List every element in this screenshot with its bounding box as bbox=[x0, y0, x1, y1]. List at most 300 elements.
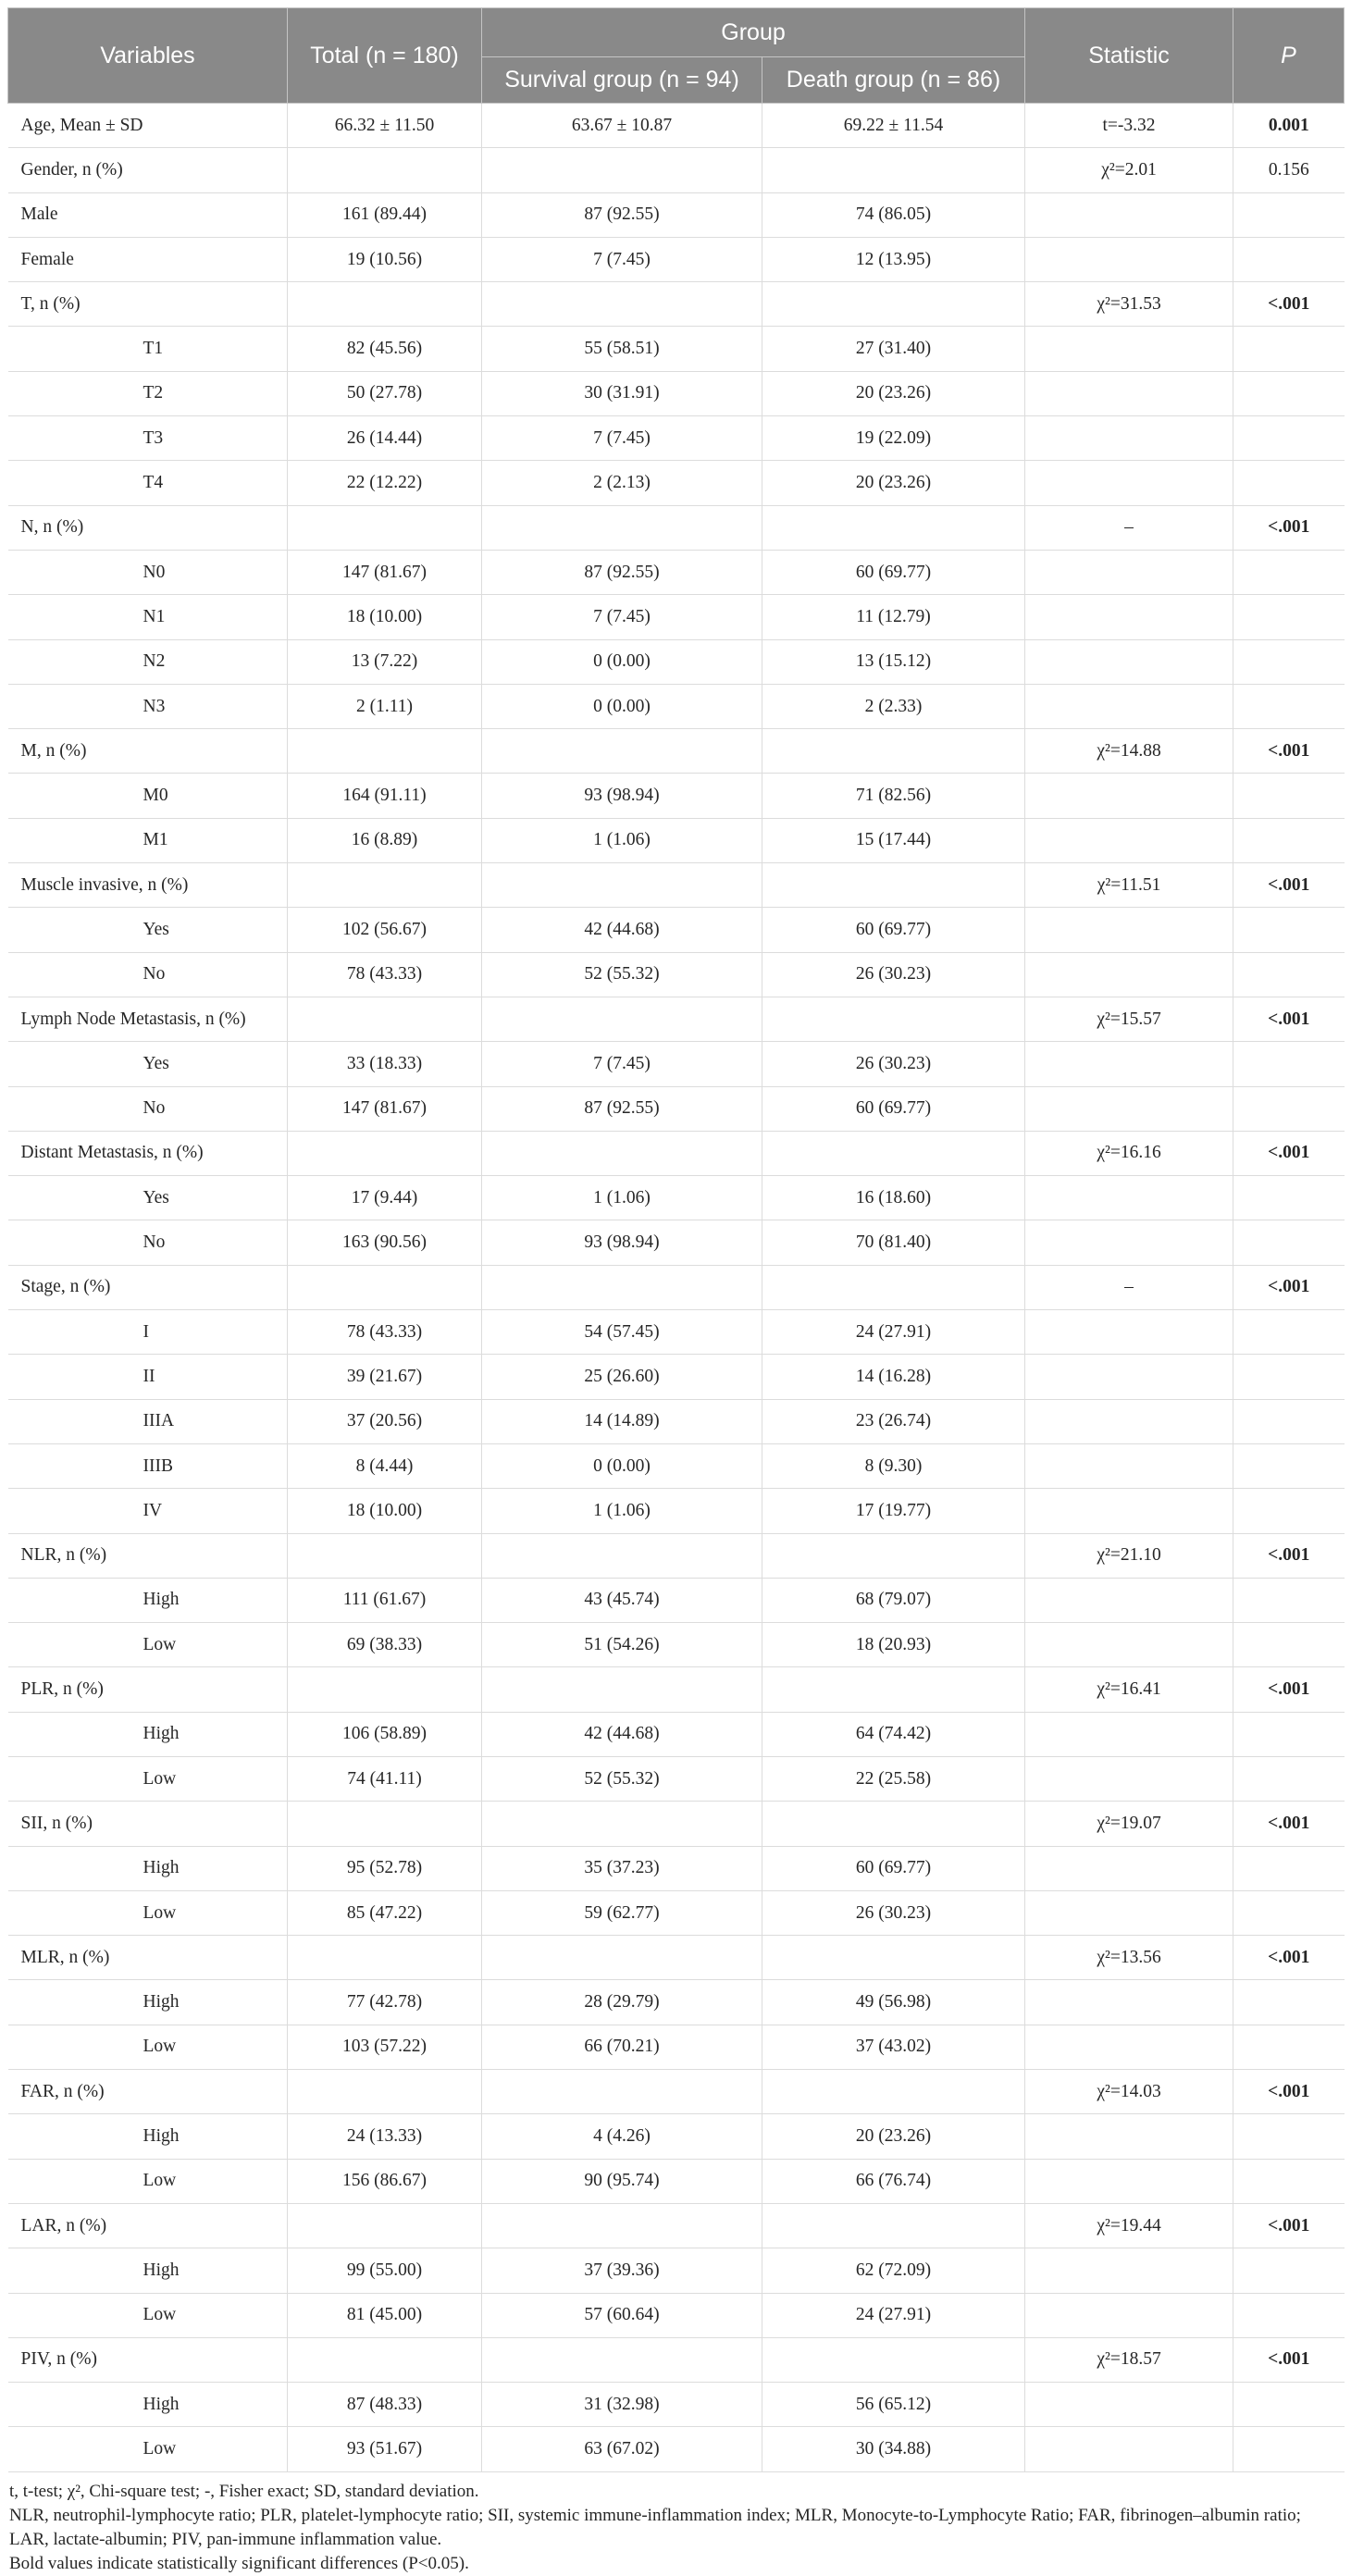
baseline-characteristics-table bbox=[7, 7, 1345, 2472]
cell-variable: Distant Metastasis, n (%) bbox=[8, 1131, 288, 1175]
cell-death: 8 (9.30) bbox=[762, 1443, 1025, 1488]
cell-total bbox=[288, 148, 482, 192]
cell-variable: PIV, n (%) bbox=[8, 2337, 288, 2382]
cell-death: 26 (30.23) bbox=[762, 952, 1025, 997]
cell-total bbox=[288, 1533, 482, 1578]
table-subrow bbox=[8, 818, 1345, 862]
cell-total: 87 (48.33) bbox=[288, 2383, 482, 2427]
cell-variable: T, n (%) bbox=[8, 282, 288, 327]
cell-death: 16 (18.60) bbox=[762, 1176, 1025, 1220]
table-subrow bbox=[8, 1756, 1345, 1801]
cell-p: <.001 bbox=[1233, 1936, 1345, 1980]
cell-survival: 93 (98.94) bbox=[482, 1220, 762, 1265]
cell-death bbox=[762, 505, 1025, 550]
cell-total: 69 (38.33) bbox=[288, 1623, 482, 1667]
cell-variable: Male bbox=[8, 192, 288, 237]
cell-survival bbox=[482, 2337, 762, 2382]
cell-variable: Low bbox=[8, 2159, 288, 2203]
cell-variable: High bbox=[8, 1712, 288, 1756]
cell-statistic bbox=[1025, 192, 1233, 237]
cell-survival: 87 (92.55) bbox=[482, 1086, 762, 1131]
cell-p bbox=[1233, 2114, 1345, 2159]
table-row bbox=[8, 2070, 1345, 2114]
footnote: t, t-test; χ², Chi-square test; -, Fisher exact; SD, standard deviation. bbox=[9, 2481, 479, 2501]
cell-statistic: χ²=18.57 bbox=[1025, 2337, 1233, 2382]
table-subrow bbox=[8, 461, 1345, 505]
cell-survival: 42 (44.68) bbox=[482, 1712, 762, 1756]
cell-death bbox=[762, 1131, 1025, 1175]
cell-variable: Low bbox=[8, 2025, 288, 2069]
cell-variable: Lymph Node Metastasis, n (%) bbox=[8, 997, 288, 1041]
cell-survival bbox=[482, 1533, 762, 1578]
cell-p: <.001 bbox=[1233, 505, 1345, 550]
table-subrow bbox=[8, 1846, 1345, 1890]
table-subrow bbox=[8, 2383, 1345, 2427]
table-subrow bbox=[8, 1086, 1345, 1131]
cell-p bbox=[1233, 2293, 1345, 2337]
cell-death: 60 (69.77) bbox=[762, 1846, 1025, 1890]
cell-statistic bbox=[1025, 2248, 1233, 2293]
cell-total: 161 (89.44) bbox=[288, 192, 482, 237]
cell-p bbox=[1233, 1890, 1345, 1935]
cell-survival: 37 (39.36) bbox=[482, 2248, 762, 2293]
table-row bbox=[8, 1936, 1345, 1980]
cell-variable: High bbox=[8, 1578, 288, 1622]
cell-total: 85 (47.22) bbox=[288, 1890, 482, 1935]
cell-total: 18 (10.00) bbox=[288, 595, 482, 639]
cell-p: <.001 bbox=[1233, 997, 1345, 1041]
cell-statistic bbox=[1025, 1578, 1233, 1622]
cell-death: 20 (23.26) bbox=[762, 2114, 1025, 2159]
cell-statistic: χ²=14.03 bbox=[1025, 2070, 1233, 2114]
cell-total bbox=[288, 1265, 482, 1309]
cell-total bbox=[288, 729, 482, 774]
table-footnotes bbox=[7, 2472, 1344, 2576]
table-subrow bbox=[8, 1578, 1345, 1622]
cell-variable: Low bbox=[8, 1756, 288, 1801]
cell-survival: 87 (92.55) bbox=[482, 192, 762, 237]
table-subrow bbox=[8, 2293, 1345, 2337]
cell-statistic bbox=[1025, 1712, 1233, 1756]
cell-p bbox=[1233, 327, 1345, 371]
cell-statistic bbox=[1025, 774, 1233, 818]
cell-total: 78 (43.33) bbox=[288, 1310, 482, 1355]
cell-p bbox=[1233, 550, 1345, 594]
cell-survival bbox=[482, 2070, 762, 2114]
cell-death: 26 (30.23) bbox=[762, 1890, 1025, 1935]
cell-variable: Low bbox=[8, 1623, 288, 1667]
cell-p bbox=[1233, 684, 1345, 728]
cell-death bbox=[762, 1265, 1025, 1309]
cell-death: 27 (31.40) bbox=[762, 327, 1025, 371]
cell-statistic: – bbox=[1025, 1265, 1233, 1309]
cell-statistic: χ²=21.10 bbox=[1025, 1533, 1233, 1578]
table-subrow bbox=[8, 774, 1345, 818]
table-subrow bbox=[8, 1310, 1345, 1355]
cell-survival: 93 (98.94) bbox=[482, 774, 762, 818]
cell-survival: 57 (60.64) bbox=[482, 2293, 762, 2337]
cell-survival bbox=[482, 1265, 762, 1309]
cell-statistic bbox=[1025, 818, 1233, 862]
cell-p bbox=[1233, 908, 1345, 952]
cell-statistic bbox=[1025, 416, 1233, 461]
cell-variable: IIIB bbox=[8, 1443, 288, 1488]
cell-survival: 43 (45.74) bbox=[482, 1578, 762, 1622]
cell-death: 74 (86.05) bbox=[762, 192, 1025, 237]
cell-statistic bbox=[1025, 639, 1233, 684]
cell-variable: SII, n (%) bbox=[8, 1802, 288, 1846]
cell-death: 62 (72.09) bbox=[762, 2248, 1025, 2293]
cell-statistic bbox=[1025, 327, 1233, 371]
cell-statistic bbox=[1025, 1623, 1233, 1667]
cell-total: 22 (12.22) bbox=[288, 461, 482, 505]
cell-statistic bbox=[1025, 1890, 1233, 1935]
cell-survival: 55 (58.51) bbox=[482, 327, 762, 371]
cell-survival: 0 (0.00) bbox=[482, 1443, 762, 1488]
cell-p: <.001 bbox=[1233, 282, 1345, 327]
table-subrow bbox=[8, 2025, 1345, 2069]
cell-p: <.001 bbox=[1233, 2070, 1345, 2114]
cell-death: 24 (27.91) bbox=[762, 2293, 1025, 2337]
cell-total: 82 (45.56) bbox=[288, 327, 482, 371]
cell-variable: High bbox=[8, 2248, 288, 2293]
cell-survival bbox=[482, 863, 762, 908]
table-row bbox=[8, 2337, 1345, 2382]
cell-total: 19 (10.56) bbox=[288, 237, 482, 281]
cell-variable: Muscle invasive, n (%) bbox=[8, 863, 288, 908]
cell-variable: M, n (%) bbox=[8, 729, 288, 774]
cell-variable: No bbox=[8, 1086, 288, 1131]
table-row bbox=[8, 1265, 1345, 1309]
cell-survival: 30 (31.91) bbox=[482, 371, 762, 415]
cell-statistic bbox=[1025, 237, 1233, 281]
cell-p bbox=[1233, 952, 1345, 997]
cell-total: 111 (61.67) bbox=[288, 1578, 482, 1622]
cell-variable: T4 bbox=[8, 461, 288, 505]
cell-survival bbox=[482, 148, 762, 192]
cell-variable: High bbox=[8, 1846, 288, 1890]
cell-death: 70 (81.40) bbox=[762, 1220, 1025, 1265]
cell-death: 20 (23.26) bbox=[762, 461, 1025, 505]
cell-total: 66.32 ± 11.50 bbox=[288, 104, 482, 148]
cell-variable: No bbox=[8, 1220, 288, 1265]
cell-p: 0.001 bbox=[1233, 104, 1345, 148]
cell-total bbox=[288, 282, 482, 327]
cell-statistic bbox=[1025, 2427, 1233, 2471]
cell-survival: 35 (37.23) bbox=[482, 1846, 762, 1890]
table-subrow bbox=[8, 1489, 1345, 1533]
cell-variable: N0 bbox=[8, 550, 288, 594]
cell-statistic: χ²=19.44 bbox=[1025, 2203, 1233, 2248]
cell-p bbox=[1233, 1756, 1345, 1801]
cell-survival: 1 (1.06) bbox=[482, 818, 762, 862]
table-row bbox=[8, 2203, 1345, 2248]
cell-variable: N2 bbox=[8, 639, 288, 684]
cell-statistic: χ²=13.56 bbox=[1025, 1936, 1233, 1980]
cell-p bbox=[1233, 1042, 1345, 1086]
cell-p: 0.156 bbox=[1233, 148, 1345, 192]
cell-death: 12 (13.95) bbox=[762, 237, 1025, 281]
cell-variable: No bbox=[8, 952, 288, 997]
cell-p bbox=[1233, 192, 1345, 237]
cell-statistic: χ²=16.41 bbox=[1025, 1667, 1233, 1712]
footnote: NLR, neutrophil-lymphocyte ratio; PLR, platelet-lymphocyte ratio; SII, systemic immune-inflammation index; MLR, Monocyte-to-Lymphocyte Ratio; FAR, fibrinogen–albumin ratio; LAR, lactate-albumin; PIV, pan-immune inflammation value. bbox=[9, 2505, 1301, 2549]
cell-p bbox=[1233, 1176, 1345, 1220]
cell-variable: M0 bbox=[8, 774, 288, 818]
cell-total bbox=[288, 1667, 482, 1712]
cell-survival: 63 (67.02) bbox=[482, 2427, 762, 2471]
cell-p bbox=[1233, 1578, 1345, 1622]
cell-total: 147 (81.67) bbox=[288, 1086, 482, 1131]
cell-total bbox=[288, 997, 482, 1041]
cell-survival bbox=[482, 1936, 762, 1980]
header-total: Total (n = 180) bbox=[288, 8, 482, 104]
cell-survival: 7 (7.45) bbox=[482, 595, 762, 639]
cell-p bbox=[1233, 1086, 1345, 1131]
table-row bbox=[8, 505, 1345, 550]
cell-variable: M1 bbox=[8, 818, 288, 862]
cell-statistic: χ²=19.07 bbox=[1025, 1802, 1233, 1846]
table-subrow bbox=[8, 1712, 1345, 1756]
cell-p bbox=[1233, 1443, 1345, 1488]
cell-statistic bbox=[1025, 1086, 1233, 1131]
table-body bbox=[8, 104, 1345, 2472]
cell-statistic bbox=[1025, 2293, 1233, 2337]
header-group: Group bbox=[482, 8, 1025, 57]
cell-survival: 54 (57.45) bbox=[482, 1310, 762, 1355]
cell-total bbox=[288, 505, 482, 550]
cell-variable: N1 bbox=[8, 595, 288, 639]
cell-total bbox=[288, 2070, 482, 2114]
cell-death: 19 (22.09) bbox=[762, 416, 1025, 461]
cell-survival: 7 (7.45) bbox=[482, 416, 762, 461]
cell-survival: 28 (29.79) bbox=[482, 1980, 762, 2025]
table-row bbox=[8, 1802, 1345, 1846]
cell-statistic: χ²=2.01 bbox=[1025, 148, 1233, 192]
cell-death: 14 (16.28) bbox=[762, 1355, 1025, 1399]
cell-p bbox=[1233, 2427, 1345, 2471]
cell-p bbox=[1233, 1846, 1345, 1890]
cell-p bbox=[1233, 461, 1345, 505]
cell-death: 66 (76.74) bbox=[762, 2159, 1025, 2203]
cell-p: <.001 bbox=[1233, 729, 1345, 774]
cell-statistic: t=-3.32 bbox=[1025, 104, 1233, 148]
table-subrow bbox=[8, 2114, 1345, 2159]
cell-statistic bbox=[1025, 371, 1233, 415]
cell-total: 37 (20.56) bbox=[288, 1399, 482, 1443]
cell-death: 17 (19.77) bbox=[762, 1489, 1025, 1533]
cell-death: 37 (43.02) bbox=[762, 2025, 1025, 2069]
cell-survival: 87 (92.55) bbox=[482, 550, 762, 594]
cell-variable: T1 bbox=[8, 327, 288, 371]
cell-survival: 1 (1.06) bbox=[482, 1489, 762, 1533]
cell-variable: LAR, n (%) bbox=[8, 2203, 288, 2248]
cell-variable: Low bbox=[8, 1890, 288, 1935]
cell-death: 24 (27.91) bbox=[762, 1310, 1025, 1355]
cell-total bbox=[288, 2337, 482, 2382]
cell-p: <.001 bbox=[1233, 863, 1345, 908]
table-row bbox=[8, 237, 1345, 281]
table-subrow bbox=[8, 371, 1345, 415]
cell-p: <.001 bbox=[1233, 2203, 1345, 2248]
cell-statistic: – bbox=[1025, 505, 1233, 550]
cell-p: <.001 bbox=[1233, 1667, 1345, 1712]
cell-statistic bbox=[1025, 2114, 1233, 2159]
cell-statistic: χ²=11.51 bbox=[1025, 863, 1233, 908]
cell-statistic bbox=[1025, 684, 1233, 728]
cell-variable: IIIA bbox=[8, 1399, 288, 1443]
cell-survival bbox=[482, 282, 762, 327]
header-p: P bbox=[1233, 8, 1345, 104]
cell-death: 69.22 ± 11.54 bbox=[762, 104, 1025, 148]
cell-total bbox=[288, 2203, 482, 2248]
table-subrow bbox=[8, 952, 1345, 997]
cell-survival: 66 (70.21) bbox=[482, 2025, 762, 2069]
cell-variable: Age, Mean ± SD bbox=[8, 104, 288, 148]
cell-p bbox=[1233, 2383, 1345, 2427]
cell-statistic: χ²=16.16 bbox=[1025, 1131, 1233, 1175]
cell-death: 30 (34.88) bbox=[762, 2427, 1025, 2471]
cell-p bbox=[1233, 2025, 1345, 2069]
cell-survival bbox=[482, 505, 762, 550]
header-survival-group: Survival group (n = 94) bbox=[482, 57, 762, 104]
cell-death bbox=[762, 1802, 1025, 1846]
footnote: Bold values indicate statistically significant differences (P<0.05). bbox=[9, 2553, 469, 2573]
cell-death: 71 (82.56) bbox=[762, 774, 1025, 818]
cell-total: 74 (41.11) bbox=[288, 1756, 482, 1801]
table-subrow bbox=[8, 1355, 1345, 1399]
cell-p bbox=[1233, 1712, 1345, 1756]
cell-survival: 7 (7.45) bbox=[482, 1042, 762, 1086]
table-row bbox=[8, 282, 1345, 327]
cell-death bbox=[762, 148, 1025, 192]
table-subrow bbox=[8, 908, 1345, 952]
cell-total bbox=[288, 1131, 482, 1175]
cell-survival: 63.67 ± 10.87 bbox=[482, 104, 762, 148]
table-subrow bbox=[8, 1443, 1345, 1488]
cell-death: 49 (56.98) bbox=[762, 1980, 1025, 2025]
cell-total: 78 (43.33) bbox=[288, 952, 482, 997]
cell-variable: MLR, n (%) bbox=[8, 1936, 288, 1980]
cell-variable: High bbox=[8, 2114, 288, 2159]
cell-death: 22 (25.58) bbox=[762, 1756, 1025, 1801]
cell-total: 103 (57.22) bbox=[288, 2025, 482, 2069]
cell-p bbox=[1233, 371, 1345, 415]
cell-survival bbox=[482, 997, 762, 1041]
table-row bbox=[8, 997, 1345, 1041]
cell-variable: Yes bbox=[8, 1042, 288, 1086]
cell-statistic bbox=[1025, 1220, 1233, 1265]
cell-statistic bbox=[1025, 1756, 1233, 1801]
table-row bbox=[8, 863, 1345, 908]
header-death-group: Death group (n = 86) bbox=[762, 57, 1025, 104]
table-subrow bbox=[8, 550, 1345, 594]
cell-death bbox=[762, 1533, 1025, 1578]
cell-survival: 31 (32.98) bbox=[482, 2383, 762, 2427]
cell-p bbox=[1233, 1489, 1345, 1533]
cell-total: 81 (45.00) bbox=[288, 2293, 482, 2337]
cell-death: 23 (26.74) bbox=[762, 1399, 1025, 1443]
cell-survival: 25 (26.60) bbox=[482, 1355, 762, 1399]
cell-total: 16 (8.89) bbox=[288, 818, 482, 862]
cell-death: 15 (17.44) bbox=[762, 818, 1025, 862]
cell-p bbox=[1233, 774, 1345, 818]
cell-death: 60 (69.77) bbox=[762, 908, 1025, 952]
table-subrow bbox=[8, 639, 1345, 684]
cell-statistic bbox=[1025, 1310, 1233, 1355]
cell-p bbox=[1233, 416, 1345, 461]
cell-death bbox=[762, 282, 1025, 327]
cell-p: <.001 bbox=[1233, 1802, 1345, 1846]
cell-total: 13 (7.22) bbox=[288, 639, 482, 684]
cell-survival bbox=[482, 729, 762, 774]
cell-survival: 2 (2.13) bbox=[482, 461, 762, 505]
cell-total: 39 (21.67) bbox=[288, 1355, 482, 1399]
cell-p: <.001 bbox=[1233, 1265, 1345, 1309]
cell-total: 147 (81.67) bbox=[288, 550, 482, 594]
cell-statistic bbox=[1025, 1355, 1233, 1399]
cell-variable: N, n (%) bbox=[8, 505, 288, 550]
cell-statistic bbox=[1025, 908, 1233, 952]
cell-total bbox=[288, 1802, 482, 1846]
cell-statistic: χ²=14.88 bbox=[1025, 729, 1233, 774]
cell-death: 26 (30.23) bbox=[762, 1042, 1025, 1086]
cell-variable: High bbox=[8, 2383, 288, 2427]
cell-total: 26 (14.44) bbox=[288, 416, 482, 461]
cell-statistic bbox=[1025, 1443, 1233, 1488]
table-row bbox=[8, 729, 1345, 774]
table-subrow bbox=[8, 684, 1345, 728]
table-header bbox=[8, 8, 1345, 104]
cell-variable: II bbox=[8, 1355, 288, 1399]
cell-total: 156 (86.67) bbox=[288, 2159, 482, 2203]
cell-death: 68 (79.07) bbox=[762, 1578, 1025, 1622]
cell-variable: Yes bbox=[8, 908, 288, 952]
table-subrow bbox=[8, 327, 1345, 371]
cell-total: 106 (58.89) bbox=[288, 1712, 482, 1756]
cell-p bbox=[1233, 1399, 1345, 1443]
cell-total bbox=[288, 1936, 482, 1980]
cell-death bbox=[762, 1667, 1025, 1712]
cell-survival: 0 (0.00) bbox=[482, 639, 762, 684]
cell-variable: I bbox=[8, 1310, 288, 1355]
cell-death: 18 (20.93) bbox=[762, 1623, 1025, 1667]
cell-survival bbox=[482, 1667, 762, 1712]
cell-total: 95 (52.78) bbox=[288, 1846, 482, 1890]
cell-statistic: χ²=31.53 bbox=[1025, 282, 1233, 327]
cell-survival: 52 (55.32) bbox=[482, 1756, 762, 1801]
cell-statistic bbox=[1025, 1176, 1233, 1220]
cell-survival: 4 (4.26) bbox=[482, 2114, 762, 2159]
cell-survival: 7 (7.45) bbox=[482, 237, 762, 281]
cell-death: 60 (69.77) bbox=[762, 550, 1025, 594]
table-subrow bbox=[8, 1890, 1345, 1935]
table-subrow bbox=[8, 1623, 1345, 1667]
cell-survival: 59 (62.77) bbox=[482, 1890, 762, 1935]
cell-p bbox=[1233, 1220, 1345, 1265]
table-subrow bbox=[8, 1176, 1345, 1220]
cell-variable: T2 bbox=[8, 371, 288, 415]
cell-statistic bbox=[1025, 550, 1233, 594]
cell-survival: 14 (14.89) bbox=[482, 1399, 762, 1443]
table-subrow bbox=[8, 595, 1345, 639]
header-variables: Variables bbox=[8, 8, 288, 104]
cell-total: 77 (42.78) bbox=[288, 1980, 482, 2025]
cell-statistic bbox=[1025, 1489, 1233, 1533]
cell-total: 33 (18.33) bbox=[288, 1042, 482, 1086]
cell-p bbox=[1233, 595, 1345, 639]
cell-variable: T3 bbox=[8, 416, 288, 461]
